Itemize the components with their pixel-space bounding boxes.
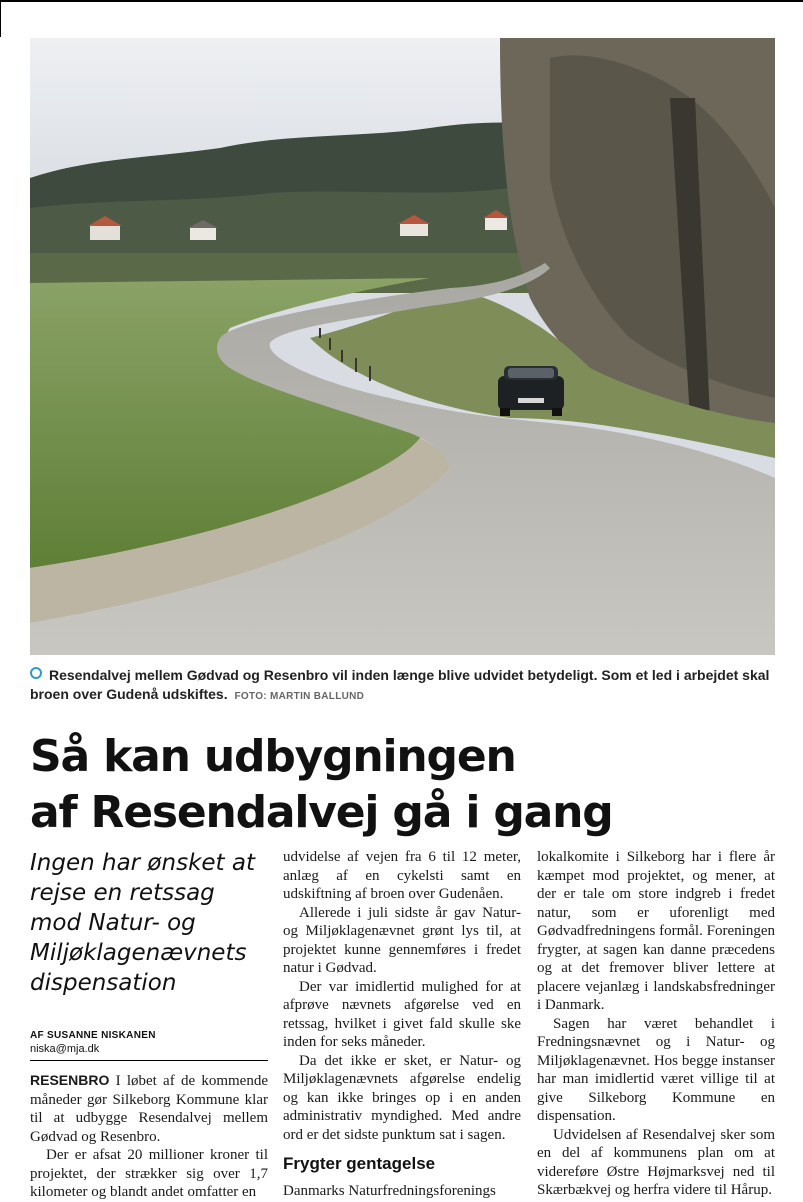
paragraph: Der var imidlertid mulighed for at afprøve nævnets afgørelse ved en retssag, hvilket i givet fald skulle ske inden for seks måneder.	[283, 978, 521, 1050]
paragraph: Danmarks Naturfredningsforenings	[283, 1183, 496, 1199]
column-3	[537, 848, 775, 1200]
paragraph: Sagen har været behandlet i Fredningsnævnet og i Natur- og Miljøklagenævnet. Hos begge instanser har man imidlertid været villige til at give Silkeborg Kommune en dispensation.	[537, 1015, 775, 1124]
photo-credit: FOTO: MARTIN BALLUND	[234, 691, 365, 702]
paragraph: Da det ikke er sket, er Natur- og Miljøklagenævnets afgørelse endelig og kan ikke bringes op i en anden administrativ myndighed. Med andre ord er det sidste punktum sat i sagen.	[283, 1052, 521, 1143]
deck: Ingen har ønsket at rejse en retssag mod Natur- og Miljøklagenævnets dispensation	[30, 850, 255, 996]
paragraph: Der er afsat 20 millioner kroner til projektet, der strækker sig over 1,7 kilometer og blandt andet omfatter en	[30, 1147, 268, 1200]
headline-line-1: Så kan udbygningen	[30, 731, 516, 782]
paragraph: lokalkomite i Silkeborg har i flere år kæmpet mod projektet, og mener, at der er tale om store indgreb i fredet natur, som er uforenligt med Gødvadfredningens formål. Foreningen frygter, at sagen kan danne præcedens og at det fremover bliver lettere at placere vejanlæg i landskabsfredninger i Danmark.	[537, 849, 775, 1013]
paragraph: Allerede i juli sidste år gav Natur- og Miljøklagenævnet grønt lys til, at projektet kunne gennemføres i fredet natur i Gødvad.	[283, 904, 521, 976]
article-photo	[30, 38, 775, 655]
left-rule	[0, 2, 1, 37]
subheading: Frygter gentagelse	[283, 1154, 436, 1173]
paragraph: udvidelse af vejen fra 6 til 12 meter, anlæg af en cykelsti samt en udskiftning af broen over Gudenåen.	[283, 849, 521, 902]
headline	[30, 729, 775, 841]
photo-illustration	[30, 38, 775, 655]
paragraph: RESENBRO I løbet af de kommende måneder gør Silkeborg Kommune klar til at udbygge Resendalvej mellem Gødvad og Resenbro.	[30, 1072, 268, 1145]
column-2	[283, 848, 521, 1201]
dateline: RESENBRO	[30, 1072, 110, 1088]
paragraph: Udvidelsen af Resendalvej sker som en del af kommunens plan om at videreføre Østre Højmarksvej ned til Skærbækvej og herfra videre til Hårup.	[537, 1126, 775, 1198]
byline-email: niska@mja.dk	[30, 1043, 268, 1061]
column-1	[30, 848, 268, 1202]
top-rule	[0, 0, 803, 2]
headline-line-2: af Resendalvej gå i gang	[30, 787, 613, 838]
column-1-body	[30, 1071, 268, 1202]
byline-author: AF SUSANNE NISKANEN	[30, 1030, 156, 1041]
photo-caption	[30, 666, 775, 706]
caption-bullet-icon	[30, 667, 42, 679]
caption-text: Resendalvej mellem Gødvad og Resenbro vil inden længe blive udvidet betydeligt. Som et led i arbejdet skal broen over Gudenå udskiftes.	[30, 667, 770, 702]
